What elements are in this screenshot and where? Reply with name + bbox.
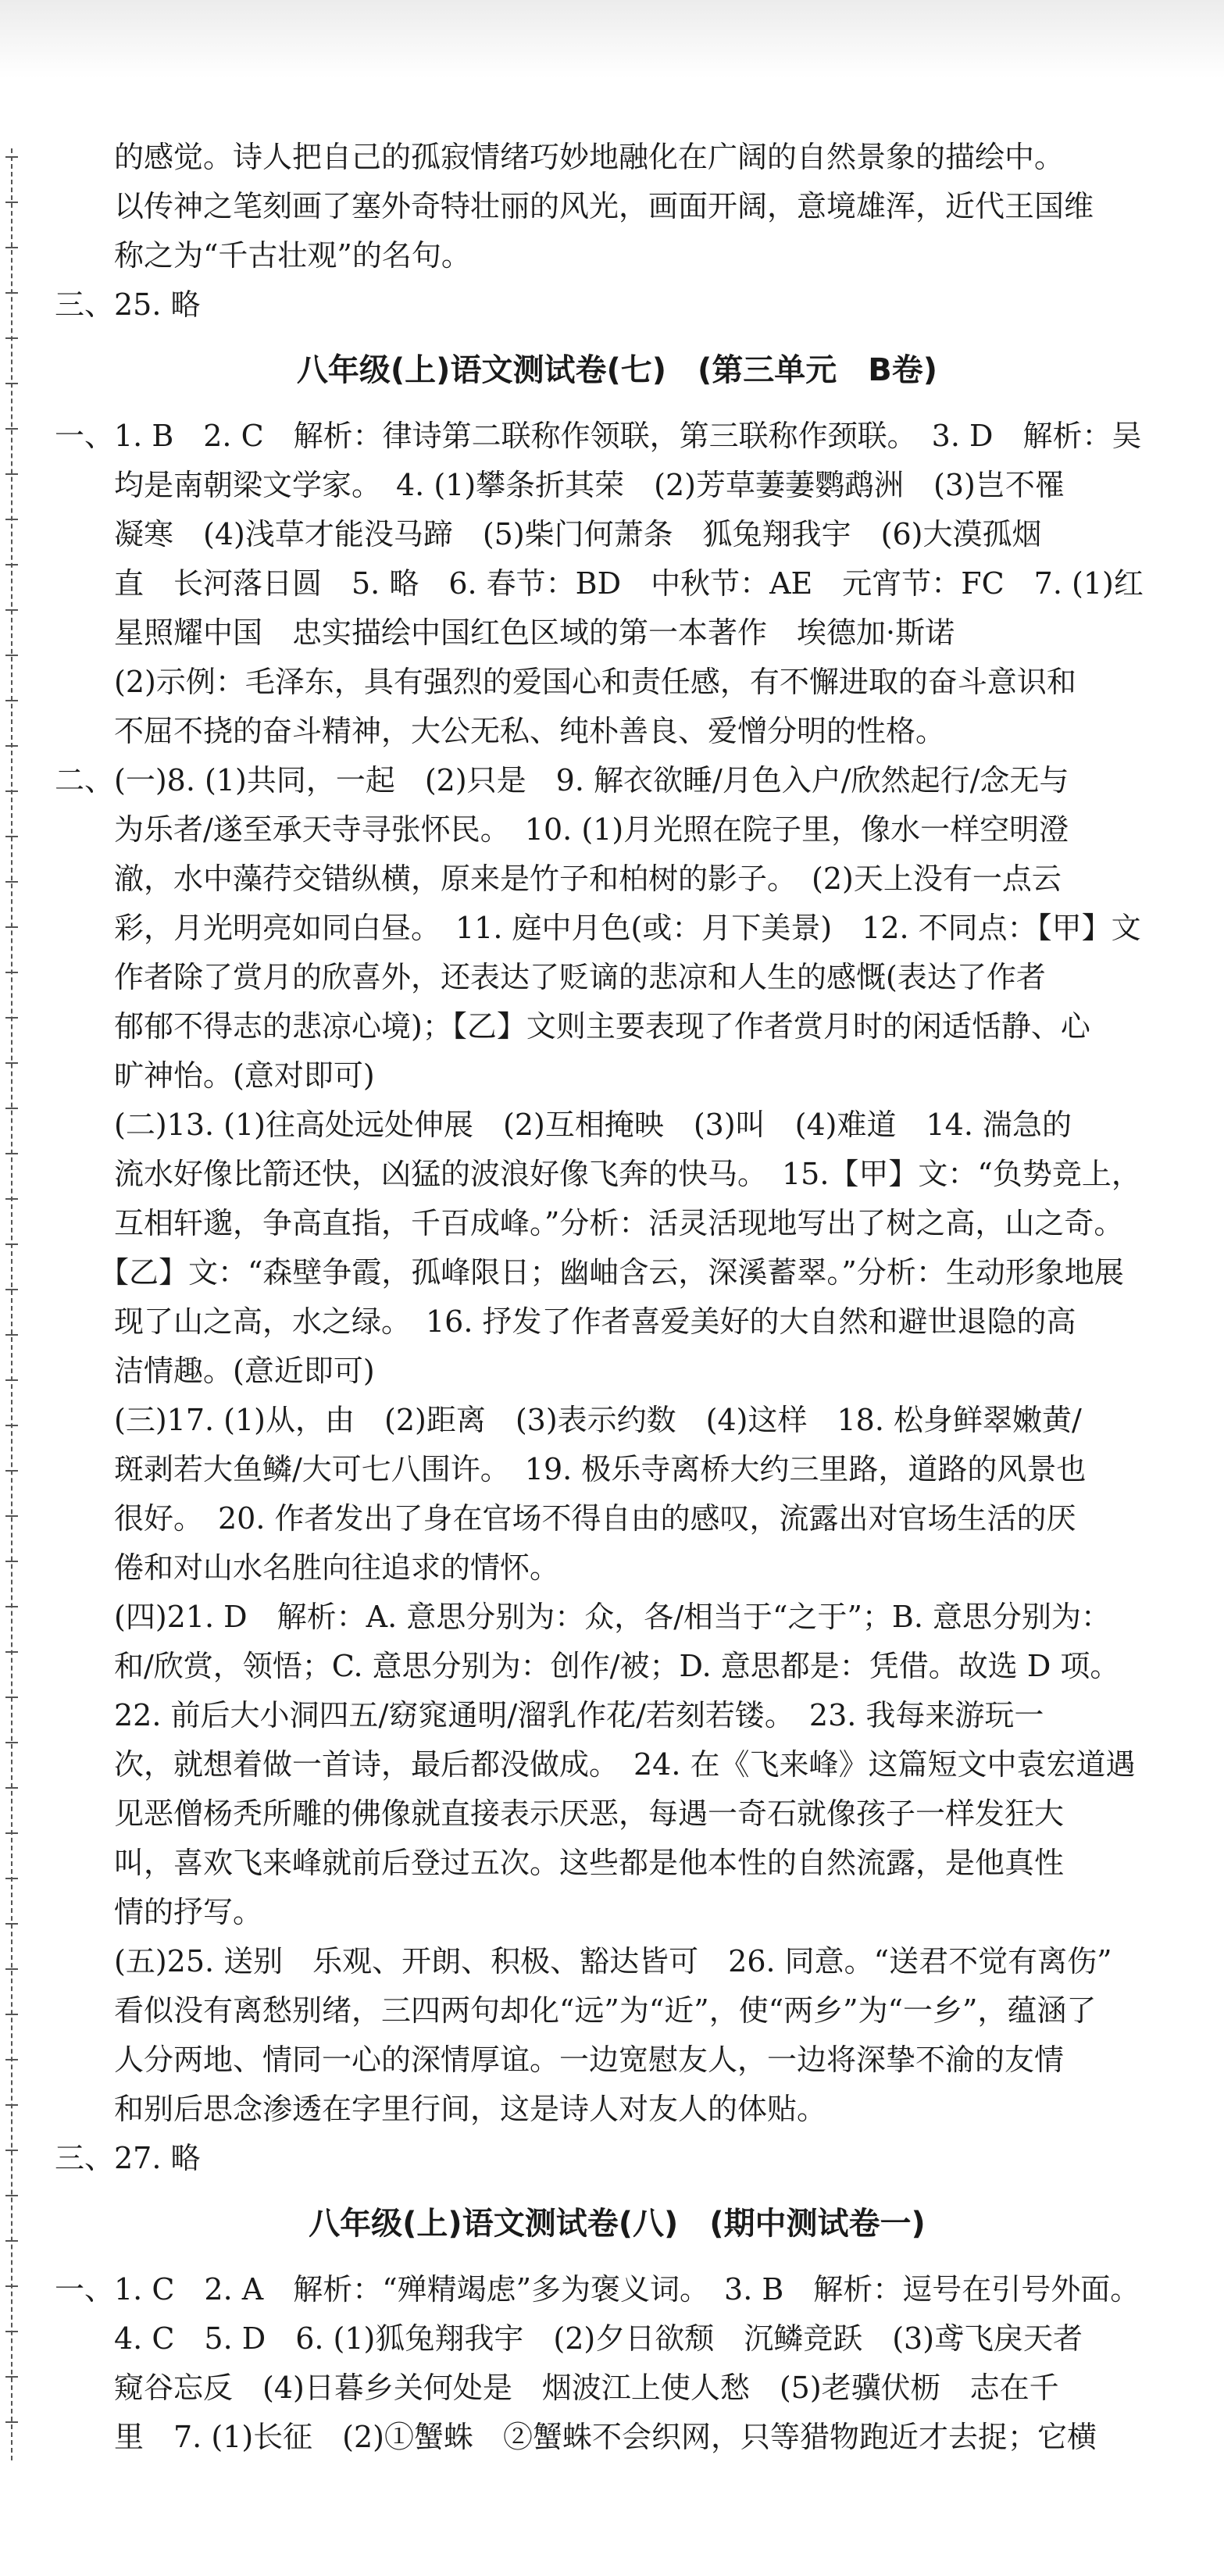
binding-tick bbox=[5, 655, 18, 656]
binding-tick bbox=[5, 473, 18, 475]
test8-heading bbox=[55, 2183, 1179, 2265]
binding-tick bbox=[5, 1742, 18, 1743]
binding-tick bbox=[5, 337, 18, 339]
answer-line: 不屈不挠的奋斗精神，大公无私、纯朴善良、爱憎分明的性格。 bbox=[55, 714, 946, 748]
answer-line: 以传神之笔刻画了塞外奇特壮丽的风光，画面开阔，意境雄浑，近代王国维 bbox=[55, 189, 1094, 223]
binding-tick bbox=[5, 1062, 18, 1064]
answer-line: 现了山之高，水之绿。 16. 抒发了作者喜爱美好的大自然和避世退隐的高 bbox=[55, 1304, 1076, 1339]
binding-tick bbox=[5, 1606, 18, 1607]
binding-tick bbox=[5, 1470, 18, 1472]
test7-heading bbox=[55, 330, 1179, 412]
answer-line: 很好。 20. 作者发出了身在官场不得自由的感叹，流露出对官场生活的厌 bbox=[55, 1501, 1076, 1536]
answer-line: 直 长河落日圆 5. 略 6. 春节：BD 中秋节：AE 元宵节：FC 7. (1)红 bbox=[55, 566, 1144, 601]
answer-line: 二、(一)8. (1)共同，一起 (2)只是 9. 解衣欲睡/月色入户/欣然起行/念无与 bbox=[55, 763, 1069, 797]
binding-tick bbox=[5, 1561, 18, 1562]
binding-tick bbox=[5, 2150, 18, 2151]
binding-tick bbox=[5, 202, 18, 203]
binding-tick bbox=[5, 156, 18, 158]
binding-tick bbox=[5, 745, 18, 747]
answer-line: 星照耀中国 忠实描绘中国红色区域的第一本著作 埃德加·斯诺 bbox=[55, 615, 955, 650]
binding-tick bbox=[5, 247, 18, 248]
answer-line: 为乐者/遂至承天寺寻张怀民。 10. (1)月光照在院子里，像水一样空明澄 bbox=[55, 812, 1069, 847]
answer-line: 流水好像比箭还快，凶猛的波浪好像飞奔的快马。 15.【甲】文：“负势竞上， bbox=[55, 1157, 1141, 1191]
binding-tick bbox=[5, 2104, 18, 2106]
test8-subtitle: (期中测试卷一) bbox=[709, 2206, 926, 2242]
binding-tick bbox=[5, 926, 18, 928]
answer-line: 叫，喜欢飞来峰就前后登过五次。这些都是他本性的自然流露，是他真性 bbox=[55, 1846, 1065, 1880]
answer-line: 一、1. C 2. A 解析：“殚精竭虑”多为褒义词。 3. B 解析：逗号在引号外面。 bbox=[55, 2272, 1140, 2307]
binding-tick bbox=[5, 836, 18, 837]
answer-line: 情的抒写。 bbox=[55, 1895, 263, 1929]
binding-tick bbox=[5, 1334, 18, 1336]
answer-page bbox=[55, 133, 1179, 2462]
answer-line: 窥谷忘反 (4)日暮乡关何处是 烟波江上使人愁 (5)老骥伏枥 志在千 bbox=[55, 2371, 1059, 2405]
binding-tick bbox=[5, 1968, 18, 1970]
answer-line: 次，就想着做一首诗，最后都没做成。 24. 在《飞来峰》这篇短文中袁宏道遇 bbox=[55, 1747, 1136, 1782]
binding-tick bbox=[5, 700, 18, 701]
binding-tick bbox=[5, 2331, 18, 2332]
binding-tick bbox=[5, 1832, 18, 1834]
binding-tick bbox=[5, 1153, 18, 1154]
binding-tick bbox=[5, 519, 18, 520]
binding-tick bbox=[5, 1289, 18, 1290]
binding-tick bbox=[5, 2376, 18, 2378]
binding-tick bbox=[5, 564, 18, 566]
answer-line: 【乙】文：“森壁争霞，孤峰限日；幽岫含云，深溪蓄翠。”分析：生动形象地展 bbox=[55, 1255, 1124, 1290]
binding-tick bbox=[5, 2421, 18, 2423]
test7-answers bbox=[55, 412, 1179, 2183]
answer-line: 人分两地、情同一心的深情厚谊。一边宽慰友人，一边将深挚不渝的友情 bbox=[55, 2043, 1065, 2077]
binding-tick bbox=[5, 292, 18, 294]
previous-section-tail bbox=[55, 133, 1179, 330]
answer-line: 作者除了赏月的欣喜外，还表达了贬谪的悲凉和人生的感慨(表达了作者 bbox=[55, 960, 1046, 994]
scan-top-shadow bbox=[0, 0, 1224, 78]
answer-line: 彩，月光明亮如同白昼。 11. 庭中月色(或：月下美景) 12. 不同点：【甲】文 bbox=[55, 911, 1141, 945]
binding-tick bbox=[5, 881, 18, 883]
binding-tick bbox=[5, 1787, 18, 1789]
answer-line: 三、25. 略 bbox=[55, 287, 201, 322]
binding-tick bbox=[5, 2240, 18, 2242]
answer-line: (二)13. (1)往高处远处伸展 (2)互相掩映 (3)叫 (4)难道 14. 湍急的 bbox=[55, 1108, 1072, 1142]
answer-line: 郁郁不得志的悲凉心境)；【乙】文则主要表现了作者赏月时的闲适恬静、心 bbox=[55, 1009, 1090, 1044]
binding-tick bbox=[5, 1379, 18, 1381]
answer-line: 互相轩邈，争高直指，千百成峰。”分析：活灵活现地写出了树之高，山之奇。 bbox=[55, 1206, 1124, 1240]
answer-line: 里 7. (1)长征 (2)①蟹蛛 ②蟹蛛不会织网，只等猎物跑近才去捉；它横 bbox=[55, 2420, 1097, 2454]
answer-line: 斑剥若大鱼鳞/大可七八围许。 19. 极乐寺离桥大约三里路，道路的风景也 bbox=[55, 1452, 1087, 1486]
binding-tick bbox=[5, 1923, 18, 1925]
answer-line: 一、1. B 2. C 解析：律诗第二联称作领联，第三联称作颈联。 3. D 解析：吴 bbox=[55, 419, 1142, 453]
binding-tick bbox=[5, 383, 18, 384]
answer-line: 澈，水中藻荇交错纵横，原来是竹子和柏树的影子。 (2)天上没有一点云 bbox=[55, 862, 1062, 896]
binding-tick bbox=[5, 972, 18, 973]
answer-line: 洁情趣。(意近即可) bbox=[55, 1354, 375, 1388]
answer-line: 和别后思念渗透在字里行间，这是诗人对友人的体贴。 bbox=[55, 2092, 827, 2126]
binding-tick bbox=[5, 1697, 18, 1698]
binding-tick bbox=[5, 790, 18, 792]
binding-tick bbox=[5, 2014, 18, 2015]
binding-tick bbox=[5, 2059, 18, 2060]
binding-tick bbox=[5, 1198, 18, 1200]
answer-line: 三、27. 略 bbox=[55, 2141, 201, 2175]
binding-tick bbox=[5, 2285, 18, 2287]
answer-line: 称之为“千古壮观”的名句。 bbox=[55, 238, 471, 273]
binding-tick bbox=[5, 609, 18, 611]
answer-line: (五)25. 送别 乐观、开朗、积极、豁达皆可 26. 同意。“送君不觉有离伤” bbox=[55, 1944, 1112, 1978]
binding-margin-line bbox=[11, 148, 12, 2460]
answer-line: 看似没有离愁别绪，三四两句却化“远”为“近”，使“两乡”为“一乡”，蕴涵了 bbox=[55, 1993, 1097, 2028]
answer-line: 的感觉。诗人把自己的孤寂情绪巧妙地融化在广阔的自然景象的描绘中。 bbox=[55, 140, 1065, 174]
binding-tick bbox=[5, 1017, 18, 1019]
answer-line: 4. C 5. D 6. (1)狐兔翔我宇 (2)夕日欲颓 沉鳞竞跃 (3)鸢飞戾天者 bbox=[55, 2321, 1083, 2356]
test7-title: 八年级(上)语文测试卷(七) bbox=[296, 352, 667, 388]
answer-line: 均是南朝梁文学家。 4. (1)攀条折其荣 (2)芳草萋萋鹦鹉洲 (3)岂不罹 bbox=[55, 468, 1065, 502]
answer-line: (三)17. (1)从，由 (2)距离 (3)表示约数 (4)这样 18. 松身鲜翠嫩黄/ bbox=[55, 1403, 1082, 1437]
answer-line: 凝寒 (4)浅草才能没马蹄 (5)柴门何萧条 狐兔翔我宇 (6)大漠孤烟 bbox=[55, 517, 1042, 551]
binding-tick bbox=[5, 1651, 18, 1653]
binding-tick bbox=[5, 1108, 18, 1109]
answer-line: 旷神怡。(意对即可) bbox=[55, 1058, 375, 1093]
answer-line: 和/欣赏，领悟；C. 意思分别为：创作/被；D. 意思都是：凭借。故选 D 项。 bbox=[55, 1649, 1120, 1683]
answer-line: 倦和对山水名胜向往追求的情怀。 bbox=[55, 1550, 560, 1585]
answer-line: 见恶僧杨秃所雕的佛像就直接表示厌恶，每遇一奇石就像孩子一样发狂大 bbox=[55, 1796, 1065, 1831]
binding-tick bbox=[5, 1243, 18, 1245]
answer-line: 22. 前后大小洞四五/窈窕通明/溜乳作花/若刻若镂。 23. 我每来游玩一 bbox=[55, 1698, 1044, 1732]
binding-tick bbox=[5, 1878, 18, 1879]
test7-subtitle: (第三单元 B卷) bbox=[698, 352, 938, 388]
test8-title: 八年级(上)语文测试卷(八) bbox=[309, 2206, 679, 2242]
answer-line: (四)21. D 解析：A. 意思分别为：众，各/相当于“之于”；B. 意思分别为： bbox=[55, 1600, 1111, 1634]
test8-answers bbox=[55, 2265, 1179, 2462]
binding-tick bbox=[5, 2195, 18, 2196]
binding-tick bbox=[5, 1425, 18, 1426]
binding-tick bbox=[5, 428, 18, 430]
answer-line: (2)示例：毛泽东，具有强烈的爱国心和责任感，有不懈进取的奋斗意识和 bbox=[55, 665, 1076, 699]
binding-tick bbox=[5, 1515, 18, 1517]
